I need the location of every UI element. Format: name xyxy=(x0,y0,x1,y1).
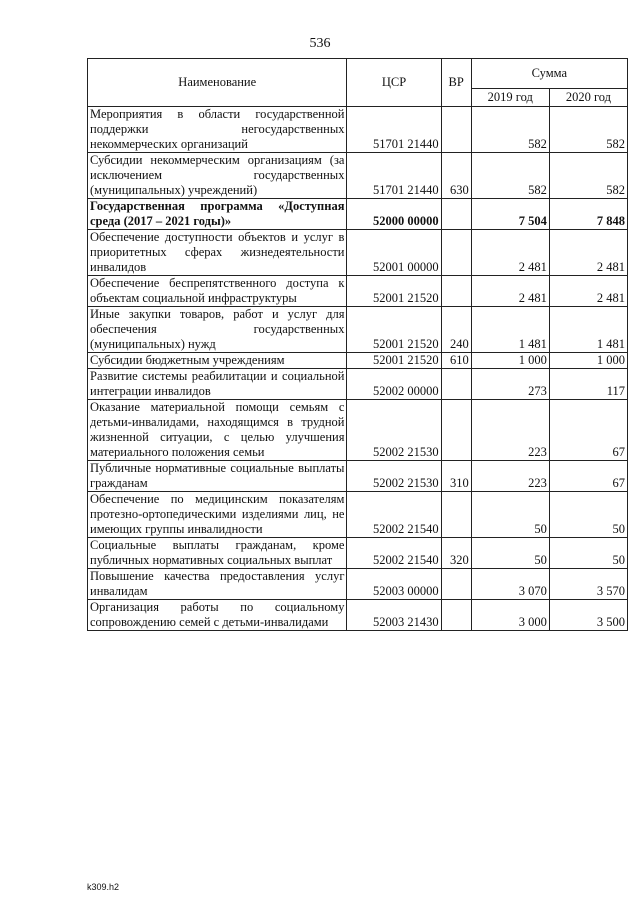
page-number: 536 xyxy=(309,36,331,51)
row-sum-2020: 1 481 xyxy=(549,307,627,353)
header-csr: ЦСР xyxy=(347,59,441,107)
row-sum-2019: 2 481 xyxy=(471,230,549,276)
row-sum-2020: 50 xyxy=(549,538,627,569)
row-vr: 310 xyxy=(441,461,471,492)
row-sum-2019: 223 xyxy=(471,400,549,461)
row-csr: 52002 21530 xyxy=(347,400,441,461)
row-sum-2020: 1 000 xyxy=(549,353,627,369)
header-year-2019: 2019 год xyxy=(471,89,549,107)
budget-table xyxy=(87,58,628,631)
row-vr: 320 xyxy=(441,538,471,569)
footer-code: k309.h2 xyxy=(87,882,120,892)
row-sum-2019: 3 070 xyxy=(471,569,549,600)
row-name: Социальные выплаты гражданам, кроме публичных нормативных социальных выплат xyxy=(88,538,347,569)
table-row xyxy=(88,492,628,538)
header-year-2020: 2020 год xyxy=(549,89,627,107)
row-name: Иные закупки товаров, работ и услуг для обеспечения государственных (муниципальных) нужд xyxy=(88,307,347,353)
table-body xyxy=(88,107,628,631)
row-sum-2020: 7 848 xyxy=(549,199,627,230)
row-sum-2019: 50 xyxy=(471,538,549,569)
row-sum-2020: 582 xyxy=(549,107,627,153)
row-name: Развитие системы реабилитации и социальной интеграции инвалидов xyxy=(88,369,347,400)
table-row xyxy=(88,276,628,307)
row-name: Обеспечение беспрепятственного доступа к объектам социальной инфраструктуры xyxy=(88,276,347,307)
table-header xyxy=(88,59,628,107)
row-name: Субсидии бюджетным учреждениям xyxy=(88,353,347,369)
row-vr xyxy=(441,199,471,230)
table-row xyxy=(88,353,628,369)
table-row xyxy=(88,307,628,353)
row-vr xyxy=(441,569,471,600)
row-sum-2020: 3 570 xyxy=(549,569,627,600)
header-sum: Сумма xyxy=(471,59,627,89)
row-csr: 52002 21540 xyxy=(347,492,441,538)
row-name: Обеспечение по медицинским показателям протезно-ортопедическими изделиями лиц, не имеющих группы инвалидности xyxy=(88,492,347,538)
table-row xyxy=(88,600,628,631)
row-csr: 52001 00000 xyxy=(347,230,441,276)
table-row xyxy=(88,461,628,492)
row-sum-2019: 273 xyxy=(471,369,549,400)
row-csr: 51701 21440 xyxy=(347,153,441,199)
row-csr: 52001 21520 xyxy=(347,276,441,307)
row-csr: 52001 21520 xyxy=(347,353,441,369)
row-sum-2019: 7 504 xyxy=(471,199,549,230)
row-vr xyxy=(441,276,471,307)
row-csr: 51701 21440 xyxy=(347,107,441,153)
row-vr xyxy=(441,230,471,276)
row-sum-2019: 1 481 xyxy=(471,307,549,353)
row-sum-2020: 50 xyxy=(549,492,627,538)
row-sum-2020: 2 481 xyxy=(549,230,627,276)
row-vr xyxy=(441,400,471,461)
row-sum-2020: 67 xyxy=(549,400,627,461)
row-sum-2020: 117 xyxy=(549,369,627,400)
row-sum-2019: 582 xyxy=(471,107,549,153)
row-csr: 52001 21520 xyxy=(347,307,441,353)
row-sum-2019: 223 xyxy=(471,461,549,492)
row-sum-2020: 67 xyxy=(549,461,627,492)
row-sum-2019: 2 481 xyxy=(471,276,549,307)
table-row xyxy=(88,230,628,276)
row-vr: 610 xyxy=(441,353,471,369)
row-csr: 52002 21540 xyxy=(347,538,441,569)
header-name: Наименование xyxy=(88,59,347,107)
table-row xyxy=(88,538,628,569)
row-csr: 52000 00000 xyxy=(347,199,441,230)
row-vr: 240 xyxy=(441,307,471,353)
row-sum-2019: 1 000 xyxy=(471,353,549,369)
row-sum-2020: 2 481 xyxy=(549,276,627,307)
row-name: Субсидии некоммерческим организациям (за исключением государственных (муниципальных) учреждений) xyxy=(88,153,347,199)
row-name: Государственная программа «Доступная среда (2017 – 2021 годы)» xyxy=(88,199,347,230)
table-row xyxy=(88,369,628,400)
row-vr xyxy=(441,492,471,538)
row-name: Оказание материальной помощи семьям с детьми-инвалидами, находящимся в трудной жизненной ситуации, с целью улучшения материального положения семьи xyxy=(88,400,347,461)
table-row xyxy=(88,107,628,153)
row-sum-2019: 3 000 xyxy=(471,600,549,631)
row-csr: 52002 00000 xyxy=(347,369,441,400)
row-name: Обеспечение доступности объектов и услуг в приоритетных сферах жизнедеятельности инвалидов xyxy=(88,230,347,276)
header-vr: ВР xyxy=(441,59,471,107)
table-row xyxy=(88,153,628,199)
row-vr xyxy=(441,600,471,631)
row-vr xyxy=(441,369,471,400)
row-sum-2019: 582 xyxy=(471,153,549,199)
row-sum-2020: 3 500 xyxy=(549,600,627,631)
row-name: Мероприятия в области государственной поддержки негосударственных некоммерческих организаций xyxy=(88,107,347,153)
table-row xyxy=(88,199,628,230)
row-csr: 52003 00000 xyxy=(347,569,441,600)
row-sum-2020: 582 xyxy=(549,153,627,199)
row-csr: 52002 21530 xyxy=(347,461,441,492)
row-name: Организация работы по социальному сопровождению семей с детьми-инвалидами xyxy=(88,600,347,631)
row-sum-2019: 50 xyxy=(471,492,549,538)
table-row xyxy=(88,400,628,461)
row-name: Публичные нормативные социальные выплаты гражданам xyxy=(88,461,347,492)
row-name: Повышение качества предоставления услуг инвалидам xyxy=(88,569,347,600)
table-row xyxy=(88,569,628,600)
row-vr xyxy=(441,107,471,153)
row-csr: 52003 21430 xyxy=(347,600,441,631)
row-vr: 630 xyxy=(441,153,471,199)
